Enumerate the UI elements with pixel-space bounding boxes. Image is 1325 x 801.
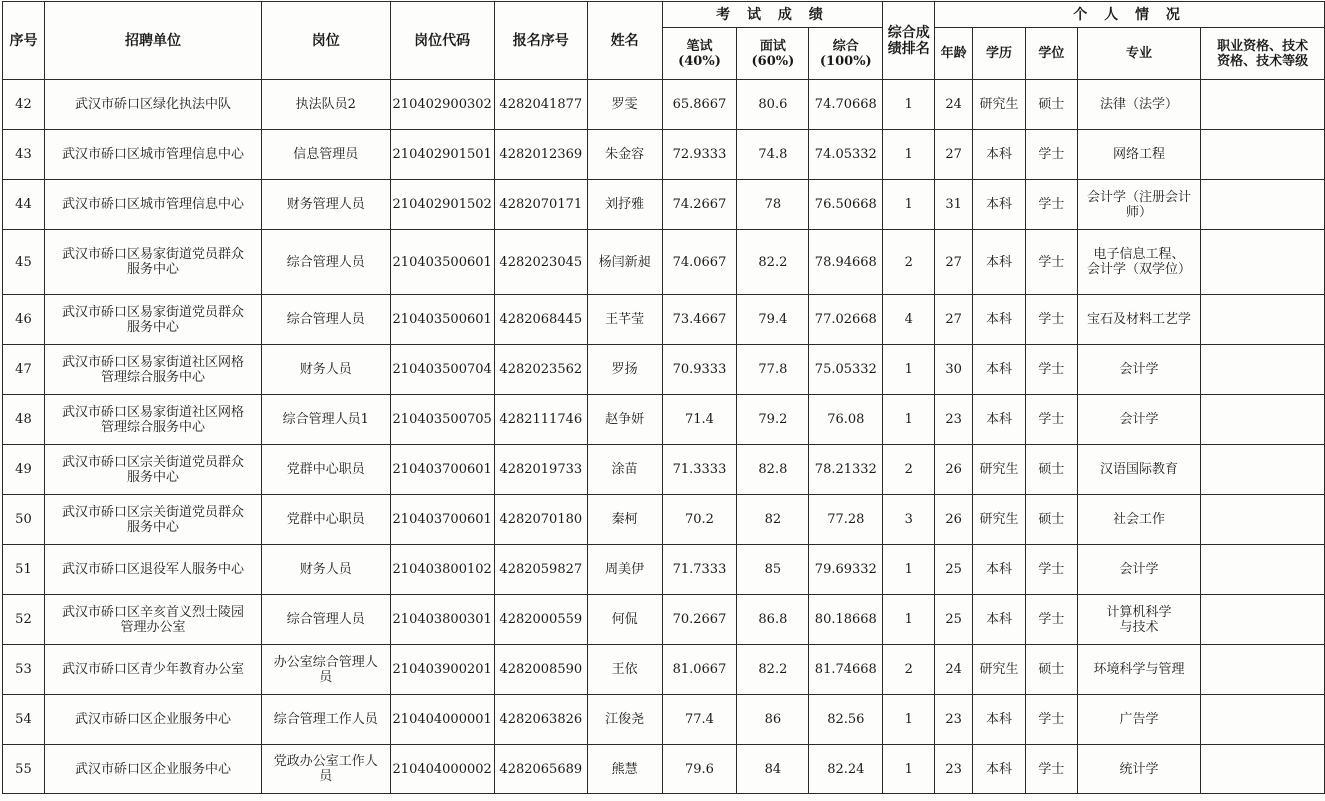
cell-interview: 79.4 [737, 295, 809, 345]
cell-written: 81.0667 [662, 645, 737, 695]
cell-degree: 学士 [1025, 745, 1077, 794]
cell-name: 赵争妍 [587, 395, 662, 445]
cell-qualification [1201, 695, 1325, 745]
cell-seq: 46 [3, 295, 45, 345]
cell-major: 会计学（注册会计 师） [1077, 180, 1201, 230]
cell-major: 会计学 [1077, 395, 1201, 445]
cell-age: 30 [935, 345, 973, 395]
cell-post: 综合管理工作人员 [262, 695, 391, 745]
cell-qualification [1201, 295, 1325, 345]
cell-written: 79.6 [662, 745, 737, 794]
cell-age: 27 [935, 230, 973, 295]
cell-qualification [1201, 180, 1325, 230]
cell-reg-no: 4282065689 [494, 745, 587, 794]
header-reg-no: 报名序号 [494, 2, 587, 80]
cell-qualification [1201, 395, 1325, 445]
cell-unit: 武汉市硚口区易家街道社区网格 管理综合服务中心 [44, 345, 261, 395]
cell-degree: 学士 [1025, 695, 1077, 745]
cell-rank: 1 [883, 545, 935, 595]
cell-total: 76.08 [809, 395, 883, 445]
cell-post-code: 210402901502 [390, 180, 494, 230]
cell-post-code: 210403900201 [390, 645, 494, 695]
cell-reg-no: 4282111746 [494, 395, 587, 445]
table-row [3, 345, 1325, 395]
cell-rank: 2 [883, 645, 935, 695]
cell-rank: 1 [883, 695, 935, 745]
cell-interview: 82.2 [737, 645, 809, 695]
cell-qualification [1201, 80, 1325, 130]
cell-education: 本科 [973, 695, 1026, 745]
cell-reg-no: 4282059827 [494, 545, 587, 595]
cell-reg-no: 4282000559 [494, 595, 587, 645]
cell-seq: 54 [3, 695, 45, 745]
cell-age: 23 [935, 745, 973, 794]
cell-unit: 武汉市硚口区青少年教育办公室 [44, 645, 261, 695]
cell-qualification [1201, 545, 1325, 595]
cell-qualification [1201, 495, 1325, 545]
cell-education: 本科 [973, 130, 1026, 180]
cell-total: 75.05332 [809, 345, 883, 395]
cell-total: 82.24 [809, 745, 883, 794]
cell-seq: 48 [3, 395, 45, 445]
cell-name: 朱金容 [587, 130, 662, 180]
cell-interview: 82.8 [737, 445, 809, 495]
cell-seq: 53 [3, 645, 45, 695]
table-row [3, 180, 1325, 230]
cell-total: 78.21332 [809, 445, 883, 495]
header-row-1 [3, 2, 1325, 28]
cell-age: 27 [935, 295, 973, 345]
header-degree: 学位 [1025, 28, 1077, 80]
cell-post-code: 210404000001 [390, 695, 494, 745]
cell-name: 江俊尧 [587, 695, 662, 745]
cell-written: 77.4 [662, 695, 737, 745]
cell-education: 研究生 [973, 495, 1026, 545]
cell-interview: 80.6 [737, 80, 809, 130]
cell-major: 计算机科学 与技术 [1077, 595, 1201, 645]
cell-major: 统计学 [1077, 745, 1201, 794]
header-major: 专业 [1077, 28, 1201, 80]
header-written: 笔试 (40%) [662, 28, 737, 80]
cell-post: 办公室综合管理人 员 [262, 645, 391, 695]
cell-post-code: 210403700601 [390, 445, 494, 495]
header-rank: 综合成 绩排名 [883, 2, 935, 80]
cell-education: 本科 [973, 745, 1026, 794]
header-post: 岗位 [262, 2, 391, 80]
cell-post: 综合管理人员 [262, 230, 391, 295]
header-education: 学历 [973, 28, 1026, 80]
cell-degree: 硕士 [1025, 80, 1077, 130]
cell-degree: 硕士 [1025, 645, 1077, 695]
cell-post: 党政办公室工作人 员 [262, 745, 391, 794]
cell-qualification [1201, 130, 1325, 180]
table-row [3, 595, 1325, 645]
cell-total: 77.28 [809, 495, 883, 545]
header-post-code: 岗位代码 [390, 2, 494, 80]
table-row [3, 495, 1325, 545]
cell-rank: 1 [883, 595, 935, 645]
cell-name: 周美伊 [587, 545, 662, 595]
cell-degree: 学士 [1025, 180, 1077, 230]
cell-interview: 85 [737, 545, 809, 595]
cell-post-code: 210403700601 [390, 495, 494, 545]
cell-post-code: 210403800301 [390, 595, 494, 645]
cell-education: 研究生 [973, 645, 1026, 695]
cell-post: 信息管理员 [262, 130, 391, 180]
cell-age: 24 [935, 80, 973, 130]
cell-reg-no: 4282023562 [494, 345, 587, 395]
cell-rank: 1 [883, 345, 935, 395]
cell-major: 广告学 [1077, 695, 1201, 745]
cell-written: 71.4 [662, 395, 737, 445]
header-personal-group: 个 人 情 况 [935, 2, 1325, 28]
cell-total: 80.18668 [809, 595, 883, 645]
cell-unit: 武汉市硚口区宗关街道党员群众 服务中心 [44, 445, 261, 495]
cell-post-code: 210403500704 [390, 345, 494, 395]
cell-post-code: 210403800102 [390, 545, 494, 595]
cell-name: 杨闫新昶 [587, 230, 662, 295]
cell-written: 65.8667 [662, 80, 737, 130]
cell-unit: 武汉市硚口区退役军人服务中心 [44, 545, 261, 595]
cell-reg-no: 4282012369 [494, 130, 587, 180]
cell-post-code: 210402900302 [390, 80, 494, 130]
cell-rank: 1 [883, 180, 935, 230]
table-row [3, 295, 1325, 345]
cell-interview: 74.8 [737, 130, 809, 180]
cell-age: 31 [935, 180, 973, 230]
cell-total: 81.74668 [809, 645, 883, 695]
cell-reg-no: 4282070171 [494, 180, 587, 230]
cell-interview: 82 [737, 495, 809, 545]
cell-degree: 硕士 [1025, 495, 1077, 545]
cell-written: 71.3333 [662, 445, 737, 495]
cell-major: 社会工作 [1077, 495, 1201, 545]
cell-degree: 学士 [1025, 345, 1077, 395]
cell-rank: 1 [883, 395, 935, 445]
cell-post-code: 210403500601 [390, 230, 494, 295]
table-row [3, 80, 1325, 130]
cell-total: 79.69332 [809, 545, 883, 595]
cell-age: 23 [935, 695, 973, 745]
cell-post: 综合管理人员 [262, 595, 391, 645]
cell-interview: 84 [737, 745, 809, 794]
cell-name: 何侃 [587, 595, 662, 645]
table-header [3, 2, 1325, 80]
cell-qualification [1201, 745, 1325, 794]
cell-rank: 2 [883, 230, 935, 295]
cell-qualification [1201, 445, 1325, 495]
cell-total: 74.05332 [809, 130, 883, 180]
cell-seq: 45 [3, 230, 45, 295]
cell-post-code: 210403500601 [390, 295, 494, 345]
cell-post-code: 210402901501 [390, 130, 494, 180]
cell-age: 23 [935, 395, 973, 445]
cell-major: 法律（法学） [1077, 80, 1201, 130]
cell-unit: 武汉市硚口区城市管理信息中心 [44, 130, 261, 180]
cell-seq: 55 [3, 745, 45, 794]
cell-rank: 1 [883, 745, 935, 794]
cell-rank: 3 [883, 495, 935, 545]
cell-reg-no: 4282041877 [494, 80, 587, 130]
cell-unit: 武汉市硚口区易家街道社区网格 管理综合服务中心 [44, 395, 261, 445]
cell-age: 25 [935, 545, 973, 595]
cell-seq: 42 [3, 80, 45, 130]
cell-unit: 武汉市硚口区宗关街道党员群众 服务中心 [44, 495, 261, 545]
cell-total: 76.50668 [809, 180, 883, 230]
cell-degree: 学士 [1025, 395, 1077, 445]
cell-total: 74.70668 [809, 80, 883, 130]
cell-unit: 武汉市硚口区绿化执法中队 [44, 80, 261, 130]
cell-education: 本科 [973, 595, 1026, 645]
cell-interview: 82.2 [737, 230, 809, 295]
cell-degree: 学士 [1025, 230, 1077, 295]
cell-name: 刘抒雅 [587, 180, 662, 230]
cell-post: 财务人员 [262, 345, 391, 395]
cell-seq: 47 [3, 345, 45, 395]
cell-total: 78.94668 [809, 230, 883, 295]
cell-major: 环境科学与管理 [1077, 645, 1201, 695]
cell-name: 涂苗 [587, 445, 662, 495]
table-row [3, 745, 1325, 794]
cell-unit: 武汉市硚口区城市管理信息中心 [44, 180, 261, 230]
header-qualification: 职业资格、技术 资格、技术等级 [1201, 28, 1325, 80]
header-age: 年龄 [935, 28, 973, 80]
cell-unit: 武汉市硚口区易家街道党员群众 服务中心 [44, 230, 261, 295]
header-seq: 序号 [3, 2, 45, 80]
cell-education: 本科 [973, 180, 1026, 230]
cell-seq: 50 [3, 495, 45, 545]
cell-interview: 86 [737, 695, 809, 745]
cell-post: 党群中心职员 [262, 495, 391, 545]
cell-name: 熊慧 [587, 745, 662, 794]
cell-qualification [1201, 595, 1325, 645]
cell-degree: 学士 [1025, 295, 1077, 345]
cell-name: 罗雯 [587, 80, 662, 130]
cell-age: 27 [935, 130, 973, 180]
cell-education: 研究生 [973, 80, 1026, 130]
cell-rank: 2 [883, 445, 935, 495]
table-row [3, 645, 1325, 695]
cell-reg-no: 4282068445 [494, 295, 587, 345]
header-total: 综合 (100%) [809, 28, 883, 80]
cell-unit: 武汉市硚口区辛亥首义烈士陵园 管理办公室 [44, 595, 261, 645]
cell-unit: 武汉市硚口区易家街道党员群众 服务中心 [44, 295, 261, 345]
cell-seq: 52 [3, 595, 45, 645]
cell-post: 综合管理人员1 [262, 395, 391, 445]
header-exam-group: 考 试 成 绩 [662, 2, 883, 28]
cell-education: 本科 [973, 545, 1026, 595]
cell-reg-no: 4282019733 [494, 445, 587, 495]
cell-rank: 1 [883, 130, 935, 180]
cell-qualification [1201, 645, 1325, 695]
cell-education: 本科 [973, 230, 1026, 295]
cell-qualification [1201, 230, 1325, 295]
cell-education: 本科 [973, 295, 1026, 345]
cell-seq: 51 [3, 545, 45, 595]
cell-age: 26 [935, 445, 973, 495]
cell-post: 综合管理人员 [262, 295, 391, 345]
cell-reg-no: 4282070180 [494, 495, 587, 545]
cell-degree: 硕士 [1025, 445, 1077, 495]
cell-major: 会计学 [1077, 545, 1201, 595]
cell-major: 网络工程 [1077, 130, 1201, 180]
cell-total: 82.56 [809, 695, 883, 745]
table-row [3, 545, 1325, 595]
cell-age: 24 [935, 645, 973, 695]
cell-total: 77.02668 [809, 295, 883, 345]
cell-name: 秦柯 [587, 495, 662, 545]
cell-reg-no: 4282063826 [494, 695, 587, 745]
cell-seq: 44 [3, 180, 45, 230]
cell-unit: 武汉市硚口区企业服务中心 [44, 745, 261, 794]
cell-post: 党群中心职员 [262, 445, 391, 495]
cell-written: 71.7333 [662, 545, 737, 595]
cell-written: 73.4667 [662, 295, 737, 345]
table-row [3, 230, 1325, 295]
cell-major: 宝石及材料工艺学 [1077, 295, 1201, 345]
cell-unit: 武汉市硚口区企业服务中心 [44, 695, 261, 745]
cell-post-code: 210403500705 [390, 395, 494, 445]
cell-seq: 49 [3, 445, 45, 495]
header-name: 姓名 [587, 2, 662, 80]
cell-written: 70.2 [662, 495, 737, 545]
cell-post-code: 210404000002 [390, 745, 494, 794]
cell-degree: 学士 [1025, 130, 1077, 180]
table-row [3, 395, 1325, 445]
table-row [3, 695, 1325, 745]
cell-post: 财务人员 [262, 545, 391, 595]
cell-major: 电子信息工程、 会计学（双学位） [1077, 230, 1201, 295]
cell-education: 本科 [973, 345, 1026, 395]
cell-age: 25 [935, 595, 973, 645]
cell-written: 74.2667 [662, 180, 737, 230]
table-body [3, 80, 1325, 794]
cell-rank: 4 [883, 295, 935, 345]
cell-education: 本科 [973, 395, 1026, 445]
cell-written: 70.2667 [662, 595, 737, 645]
cell-major: 汉语国际教育 [1077, 445, 1201, 495]
cell-written: 70.9333 [662, 345, 737, 395]
cell-reg-no: 4282008590 [494, 645, 587, 695]
cell-qualification [1201, 345, 1325, 395]
cell-post: 执法队员2 [262, 80, 391, 130]
cell-post: 财务管理人员 [262, 180, 391, 230]
header-unit: 招聘单位 [44, 2, 261, 80]
cell-rank: 1 [883, 80, 935, 130]
cell-degree: 学士 [1025, 595, 1077, 645]
table-row [3, 445, 1325, 495]
cell-seq: 43 [3, 130, 45, 180]
cell-interview: 86.8 [737, 595, 809, 645]
cell-name: 王依 [587, 645, 662, 695]
cell-major: 会计学 [1077, 345, 1201, 395]
cell-name: 王芊莹 [587, 295, 662, 345]
results-table [2, 1, 1325, 794]
cell-written: 72.9333 [662, 130, 737, 180]
cell-written: 74.0667 [662, 230, 737, 295]
cell-degree: 学士 [1025, 545, 1077, 595]
header-interview: 面试 (60%) [737, 28, 809, 80]
cell-name: 罗扬 [587, 345, 662, 395]
cell-interview: 78 [737, 180, 809, 230]
cell-interview: 79.2 [737, 395, 809, 445]
cell-interview: 77.8 [737, 345, 809, 395]
cell-reg-no: 4282023045 [494, 230, 587, 295]
cell-age: 26 [935, 495, 973, 545]
table-row [3, 130, 1325, 180]
cell-education: 研究生 [973, 445, 1026, 495]
